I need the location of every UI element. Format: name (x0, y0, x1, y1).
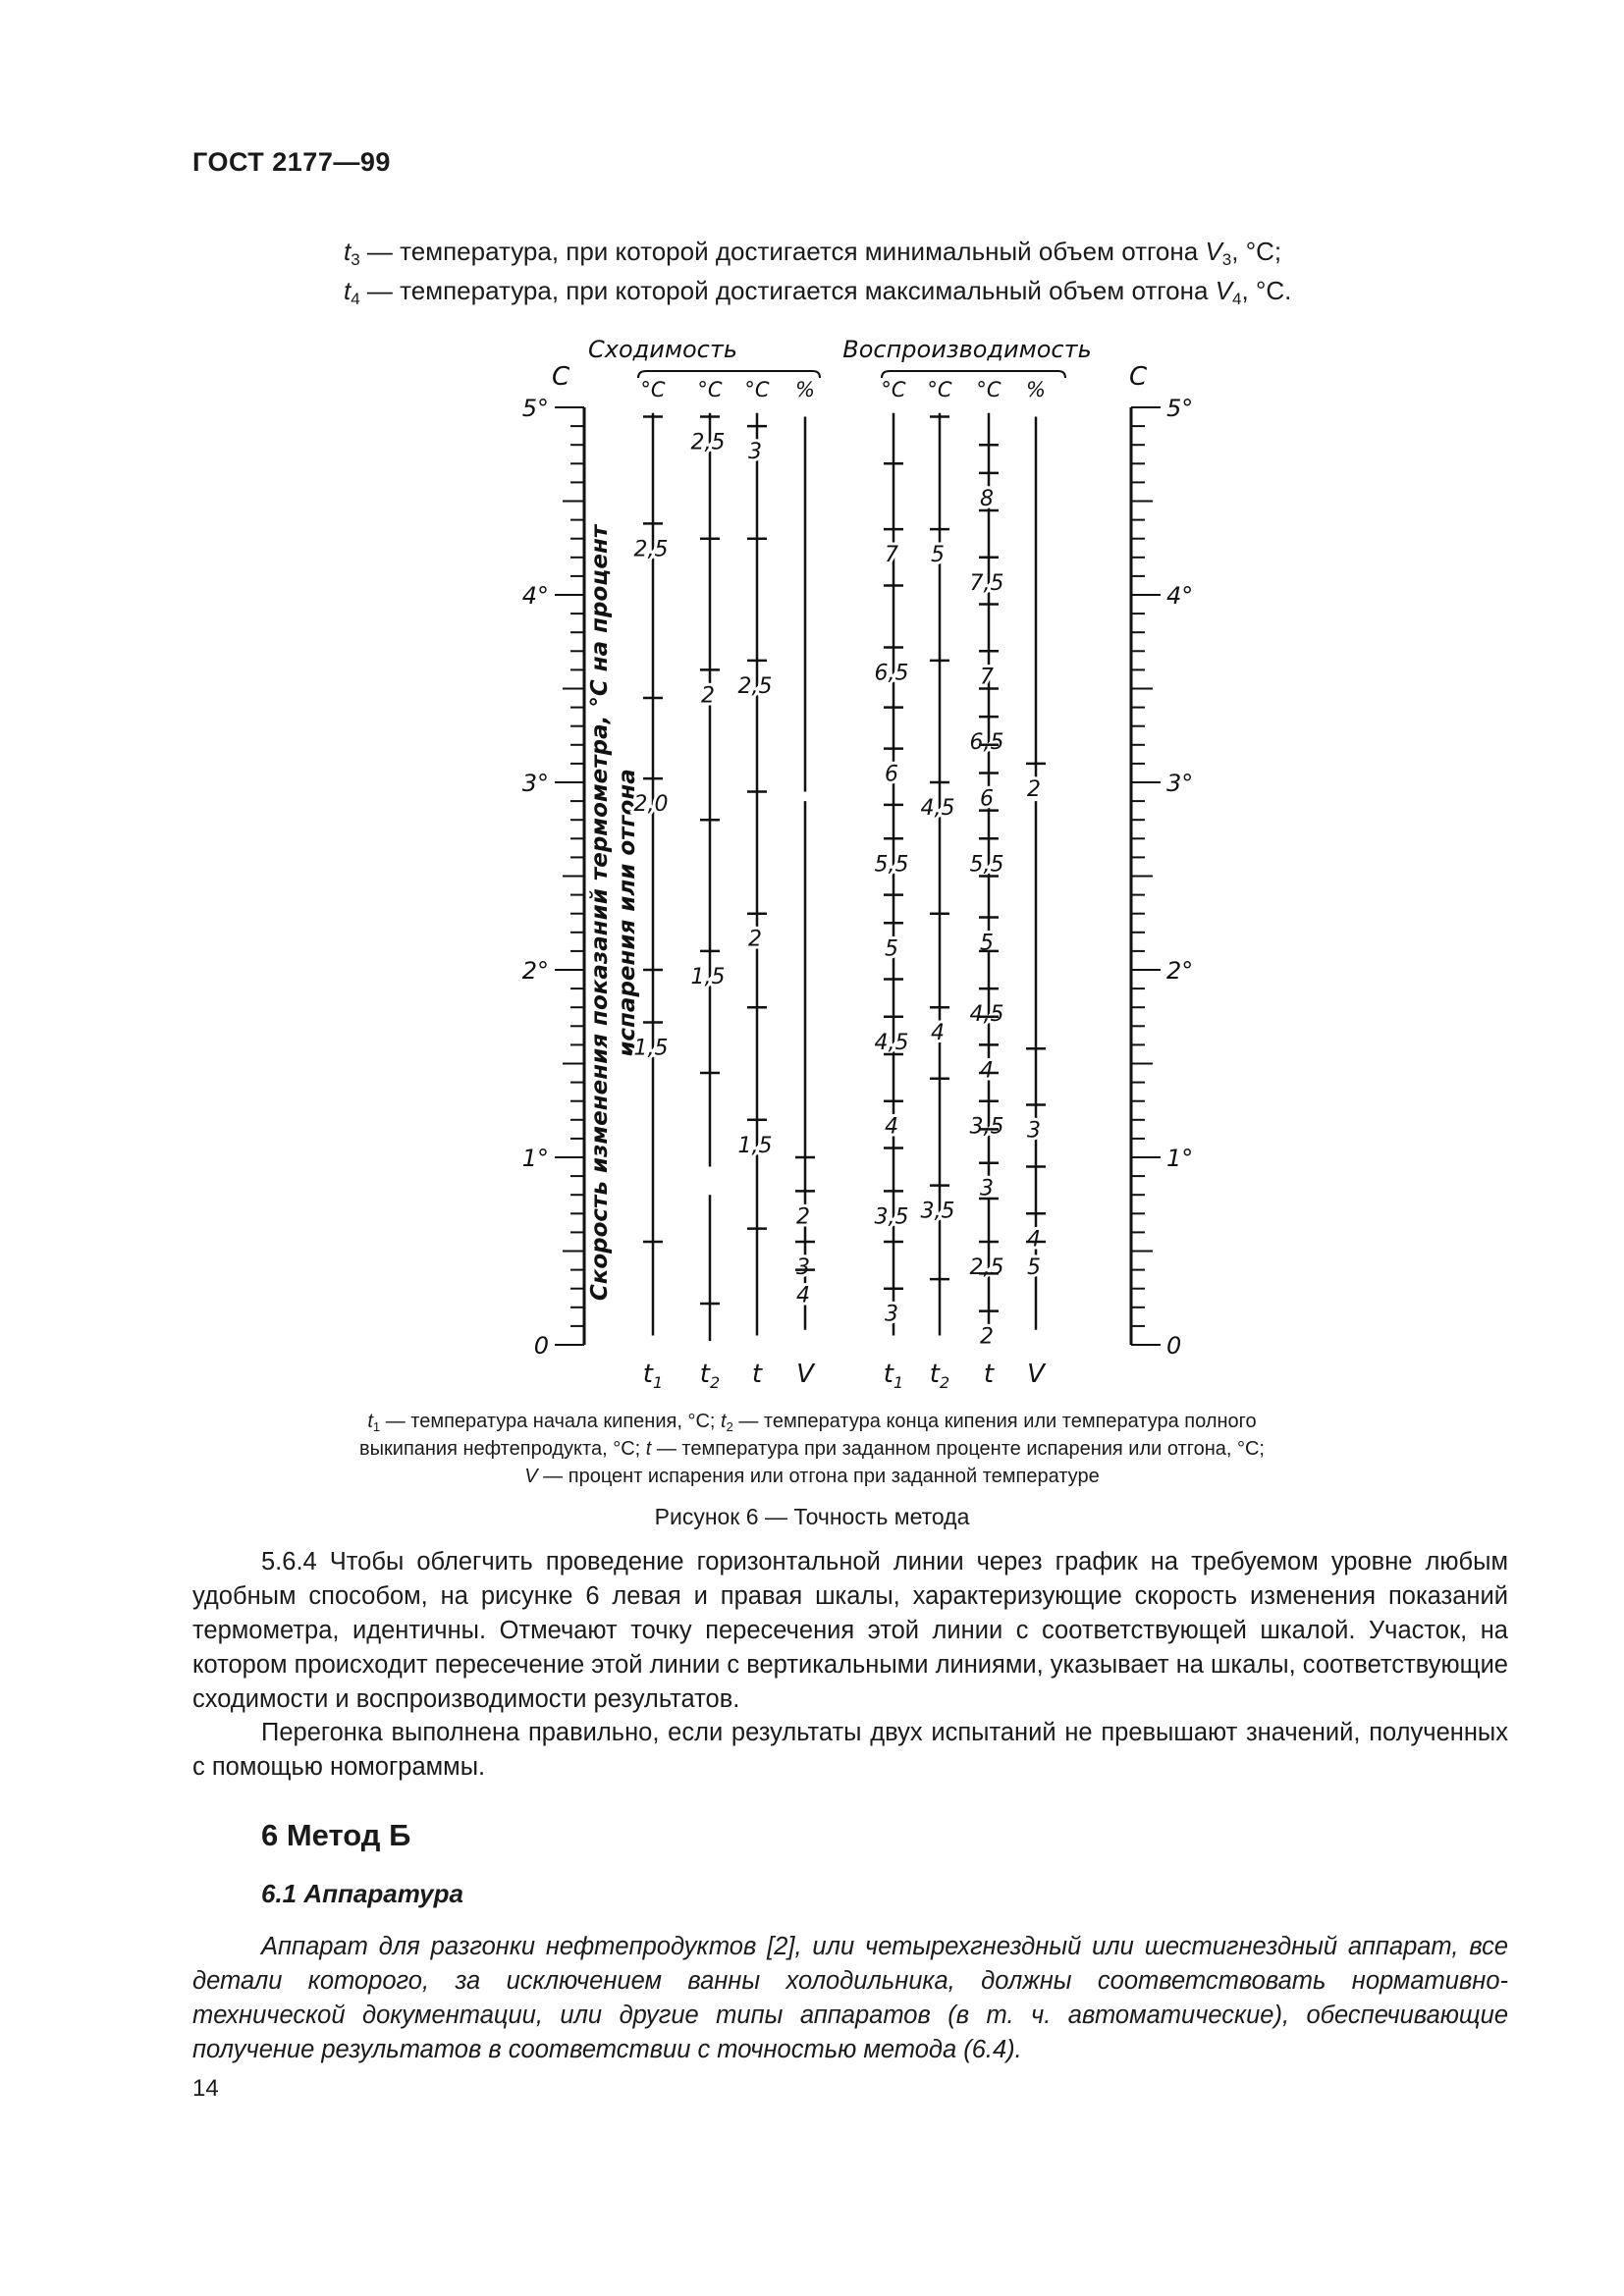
subsection-title: 6.1 Аппаратура (261, 1879, 463, 1908)
bottom-symbol-subscript: 2 (940, 1373, 950, 1392)
bottom-symbol: t (751, 1360, 763, 1389)
reprod-t-tick-label: 6,5 (969, 730, 1004, 756)
right-axis-letter: С (1129, 362, 1148, 392)
left-speed-axis-label: 3° (521, 770, 549, 797)
reprod-t1-tick-label: 7 (885, 543, 898, 568)
unit-label: °С (697, 378, 723, 401)
precision-nomogram (501, 329, 1208, 1399)
left-axis-letter: С (552, 362, 570, 392)
right-speed-axis-label: 0 (1166, 1332, 1182, 1360)
bottom-symbol: $t_2$ (699, 1360, 721, 1392)
bottom-symbol-subscript: 1 (893, 1373, 904, 1392)
reprod-v-tick-label: 4 (1027, 1227, 1041, 1253)
right-speed-axis-label: 2° (1166, 957, 1194, 985)
left-speed-axis-label: 5° (521, 395, 549, 422)
reprod-t-tick-label: 7,5 (969, 570, 1004, 596)
unit-label: % (795, 378, 815, 401)
bottom-symbol: $t_1$ (642, 1360, 664, 1392)
right-speed-axis-label: 4° (1166, 582, 1194, 610)
reprod-t-tick-label: 8 (980, 486, 994, 511)
reprod-t-tick-label: 2,5 (969, 1255, 1004, 1280)
reprod-t-tick-label: 4,5 (969, 1002, 1004, 1028)
reprod-t1-tick-label: 4 (885, 1114, 898, 1140)
bottom-symbol-subscript: 2 (710, 1373, 721, 1392)
reprod-t-tick-label: 5,5 (969, 852, 1004, 878)
bottom-symbol: $t_2$ (929, 1360, 950, 1392)
repeat-t-tick-label: 2,5 (737, 673, 773, 699)
reprod-t1-tick-label: 6,5 (874, 661, 909, 686)
repeat-v-tick-label: 4 (796, 1283, 810, 1308)
reprod-t2-tick-label: 5 (931, 543, 945, 568)
reprod-t-tick-label: 2 (980, 1324, 994, 1350)
right-speed-axis-label: 1° (1166, 1145, 1194, 1172)
repeat-t-tick-label: 1,5 (737, 1133, 773, 1158)
bottom-labels (643, 1360, 1047, 1392)
reprod-t2-tick-label: 4 (931, 1021, 945, 1046)
axis-label-line1: Скорость изменения показаний термометра, °С на процент (587, 524, 613, 1302)
reprod-t-tick-label: 4 (980, 1058, 994, 1084)
bottom-symbol: V (1027, 1360, 1045, 1389)
bottom-symbol-subscript: 1 (653, 1373, 664, 1392)
reprod-t1-tick-label: 4,5 (874, 1030, 909, 1055)
figure-legend (255, 1408, 1369, 1490)
right-speed-axis-label: 5° (1166, 395, 1194, 422)
reprod-t1-tick-label: 6 (885, 762, 898, 787)
reprod-v-tick-label: 3 (1027, 1118, 1041, 1144)
repeat-t2-tick-label: 2,5 (690, 430, 726, 455)
paragraph-apparatus: Аппарат для разгонки нефтепродуктов [2], или четырехгнездный или шестигнездный аппарат, все детали которого, за исключением ванны холодильника, должны соответствовать нормативно-технической документации, или другие типы аппаратов (в т. ч. автоматические), обеспечивающие получение результатов в соответствии с точностью метода (6.4). (192, 1933, 1508, 2063)
legend-line-2: выкипания нефтепродукта, °С; t — температура при заданном проценте испарения или отгона, °С; (359, 1438, 1265, 1460)
unit-label: °С (927, 378, 952, 401)
section-title: 6 Метод Б (261, 1818, 411, 1852)
unit-label: % (1026, 378, 1046, 401)
unit-label: °С (976, 378, 1001, 401)
legend-line-1: $t_1$ — температура начала кипения, °С; $t_2$ — температура конца кипения или температура полного (367, 1411, 1257, 1434)
repeat-v-tick-label: 2 (796, 1204, 810, 1230)
repeat-t2-tick-label: 1,5 (690, 964, 726, 989)
paragraph-distillation-check: Перегонка выполнена правильно, если результаты двух испытаний не превышают значений, полученных с помощью номограммы. (192, 1719, 1508, 1781)
reprod-t1-tick-label: 3,5 (874, 1204, 909, 1230)
bottom-symbol: $t_1$ (883, 1360, 904, 1392)
symbol-definitions (344, 232, 1291, 310)
left-speed-axis-label: 4° (521, 582, 549, 610)
reprod-t-tick-label: 6 (980, 786, 994, 812)
axis-label-line2: испарения или отгона (615, 769, 640, 1057)
repeat-t1-tick-label: 2,0 (633, 792, 669, 818)
repeat-t1-tick-label: 1,5 (633, 1036, 669, 1061)
group-brace-repeatability (638, 371, 820, 378)
reprod-t1-tick-label: 5,5 (874, 852, 909, 878)
unit-labels (640, 378, 1046, 401)
definition-t3: $t_3$ — температура, при которой достигается минимальный объем отгона $V_3$, °С; (344, 237, 1282, 269)
reprod-t2-tick-label: 3,5 (920, 1199, 955, 1224)
unit-label: °С (744, 378, 770, 401)
legend-line-3: V — процент испарения или отгона при заданной температуре (524, 1466, 1100, 1487)
reprod-v-tick-label: 5 (1027, 1255, 1041, 1280)
definition-t4: $t_4$ — температура, при которой достигается максимальный объем отгона $V_4$, °С. (344, 276, 1292, 308)
right-speed-axis-label: 3° (1166, 770, 1194, 797)
unit-label: °С (640, 378, 666, 401)
figure-caption: Рисунок 6 — Точность метода (654, 1504, 970, 1529)
repeat-t-tick-label: 3 (748, 440, 762, 465)
page-number: 14 (192, 2075, 219, 2102)
repeat-t1-tick-label: 2,5 (633, 537, 669, 562)
reprod-t-tick-label: 3,5 (969, 1114, 1004, 1140)
bottom-symbol: t (983, 1360, 995, 1389)
group-label-repeatability: Сходимость (588, 336, 737, 363)
reprod-t2-tick-label: 4,5 (920, 796, 955, 821)
left-speed-axis-label: 2° (521, 957, 549, 985)
reprod-t-tick-label: 7 (980, 665, 994, 690)
left-speed-axis-label: 0 (533, 1332, 549, 1360)
reprod-t1-tick-label: 3 (885, 1302, 898, 1327)
paragraph-5-6-4: 5.6.4 Чтобы облегчить проведение горизонтальной линии через график на требуемом уровне любым удобным способом, на рисунке 6 левая и правая шкалы, характеризующие скорость изменения показаний термометра, идентичны. Отмечают точку пересечения этой линии с соответствующей шкалой. Участок, на котором происходит пересечение этой линии с вертикальными линиями, указывает на шкалы, соответствующие сходимости и воспроизводимости результатов. (192, 1548, 1508, 1713)
reprod-t1-tick-label: 5 (885, 936, 898, 962)
precision-scales (634, 413, 1047, 1350)
unit-label: °С (881, 378, 906, 401)
document-header: ГОСТ 2177—99 (192, 147, 391, 177)
left-speed-axis-label: 1° (521, 1145, 549, 1172)
reprod-t-tick-label: 5 (980, 931, 994, 956)
repeat-v-tick-label: 3 (796, 1255, 810, 1280)
reprod-v-tick-label: 2 (1027, 776, 1041, 802)
reprod-t-tick-label: 3 (980, 1176, 994, 1201)
group-label-reproducibility: Воспроизводимость (842, 336, 1092, 363)
repeat-t-tick-label: 2 (748, 927, 762, 952)
group-brace-reproducibility (882, 371, 1065, 378)
repeat-t2-tick-label: 2 (701, 683, 715, 709)
bottom-symbol: V (796, 1360, 814, 1389)
